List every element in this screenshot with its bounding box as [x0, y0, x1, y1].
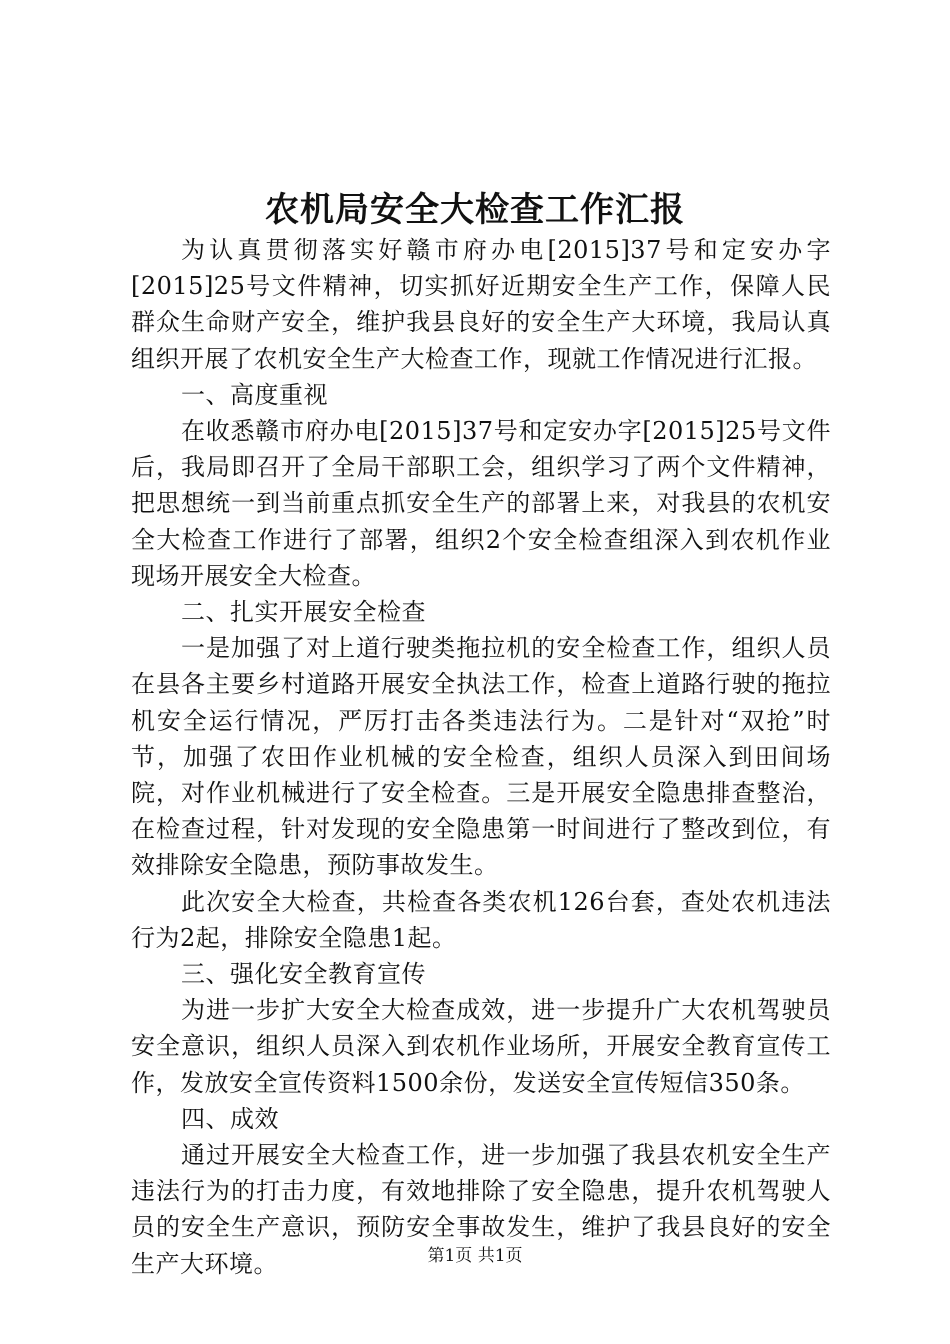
section-heading-3: 三、强化安全教育宣传	[181, 960, 426, 989]
page-title: 农机局安全大检查工作汇报	[265, 190, 685, 230]
section-4-paragraph: 通过开展安全大检查工作，进一步加强了我县农机安全生产违法行为的打击力度，有效地排除了安全隐患，提升农机驾驶人员的安全生产意识，预防安全事故发生，维护了我县良好的安全生产大环境。	[131, 1141, 831, 1278]
section-1-paragraph: 在收悉赣市府办电[2015]37号和定安办字[2015]25号文件后，我局即召开了全局干部职工会，组织学习了两个文件精神，把思想统一到当前重点抓安全生产的部署上来，对我县的农机安全大检查工作进行了部署，组织2个安全检查组深入到农机作业现场开展安全大检查。	[131, 417, 831, 590]
section-heading-4: 四、成效	[181, 1104, 279, 1133]
section-heading-2: 二、扎实开展安全检查	[181, 598, 426, 627]
page-number-footer: 第1页 共1页	[427, 1246, 523, 1266]
section-2-paragraph: 一是加强了对上道行驶类拖拉机的安全检查工作，组织人员在县各主要乡村道路开展安全执法工作，检查上道路行驶的拖拉机安全运行情况，严厉打击各类违法行为。二是针对“双抢”时节，加强了农田作业机械的安全检查，组织人员深入到田间场院，对作业机械进行了安全检查。三是开展安全隐患排查整治，在检查过程，针对发现的安全隐患第一时间进行了整改到位，有效排除安全隐患，预防事故发生。	[131, 634, 831, 880]
intro-paragraph: 为认真贯彻落实好赣市府办电[2015]37号和定安办字[2015]25号文件精神，切实抓好近期安全生产工作，保障人民群众生命财产安全，维护我县良好的安全生产大环境，我局认真组织开展了农机安全生产大检查工作，现就工作情况进行汇报。	[131, 236, 831, 373]
section-2-summary-paragraph: 此次安全大检查，共检查各类农机126台套，查处农机违法行为2起，排除安全隐患1起。	[131, 887, 831, 952]
section-3-paragraph: 为进一步扩大安全大检查成效，进一步提升广大农机驾驶员安全意识，组织人员深入到农机作业场所，开展安全教育宣传工作，发放安全宣传资料1500余份，发送安全宣传短信350条。	[131, 996, 831, 1097]
section-heading-1: 一、高度重视	[181, 380, 328, 409]
document-body	[131, 232, 831, 1282]
